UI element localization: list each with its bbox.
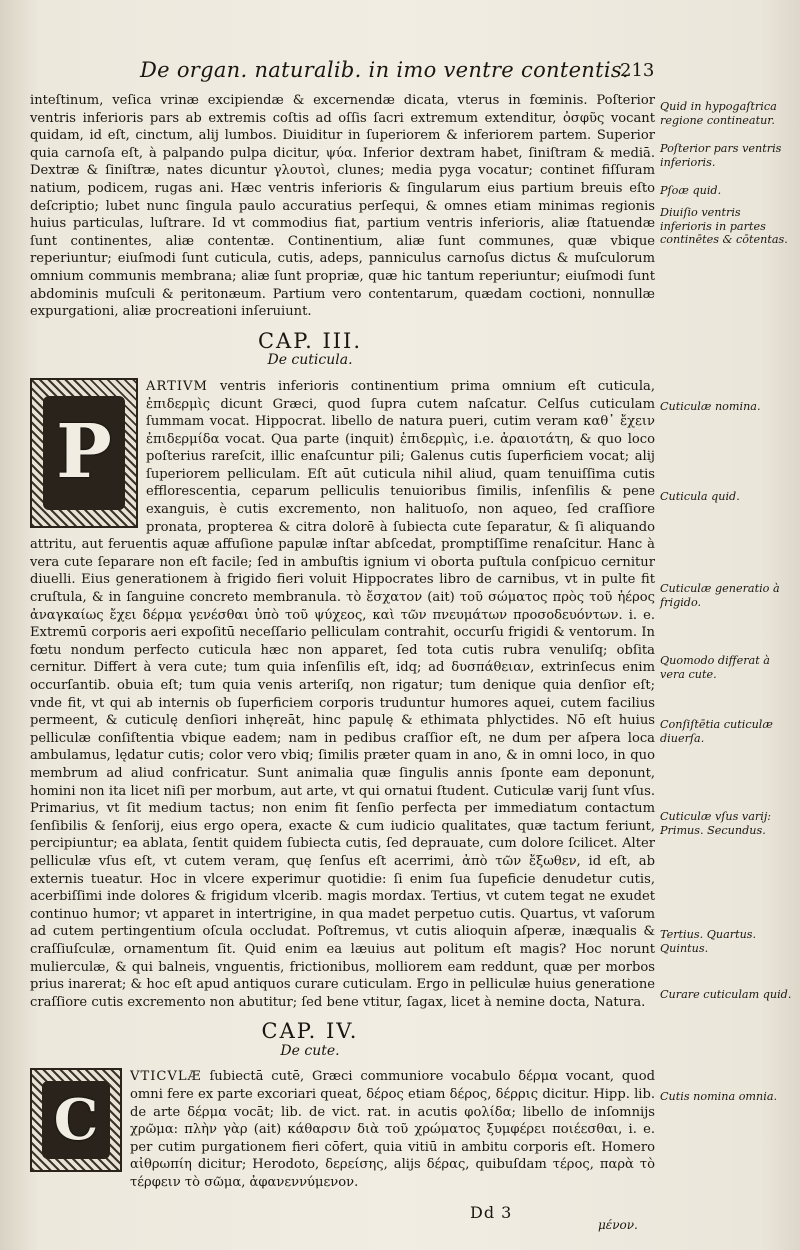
- running-head: De organ. naturalib. in imo ventre contentis.: [140, 58, 629, 82]
- chapter-4-paragraph: [30, 1068, 655, 1191]
- margin-note: Cuticula quid.: [660, 490, 740, 503]
- ornamental-drop-cap-c: C: [30, 1068, 122, 1172]
- margin-note: Diuiſio ventris inferioris in partes continētes & cōtentas.: [660, 206, 788, 247]
- margin-note: Tertius. Quartus. Quintus.: [660, 928, 757, 955]
- margin-note: Quomodo differat à vera cute.: [660, 654, 770, 681]
- margin-note: Cutis nomina omnia.: [660, 1090, 778, 1103]
- chapter-4-lead-caps: VTICVLÆ: [130, 1069, 202, 1085]
- margin-note: Conſiſtētia cuticulæ diuerſa.: [660, 718, 773, 745]
- chapter-3-lead-caps: ARTIVM: [146, 378, 208, 394]
- chapter-3-subtitle: De cuticula.: [267, 352, 353, 369]
- margin-note: Poſterior pars ventris inferioris.: [660, 142, 782, 169]
- chapter-4-title: CAP. IV.: [261, 1019, 359, 1044]
- page-number: 213: [620, 60, 655, 81]
- chapter-3-text: ventris inferioris continentium prima omnium eſt cuticula, ἐπιδερμὶς dicunt Græci, quod ſupra cutem naſcatur. Celſus cuticulam ſummam vocat. Hippocrat. libello de natura pueri, cutim veram καθ᾽ ἔχειν ἐπιδερμίδα vocat. Qua parte (inquit) ἐπιδερμὶς, i.e. ἀραιοτάτη, & quo loco poſterius rareſcit, illic enaſcuntur pili; Galenus cutis ſuperficiem vocat; alij ſuperiorem pelliculam. Eſt aūt cuticula nihil aliud, quam tenuiſſima cutis efflorescentia, ceparum pelliculis tenuioribus ſimilis, inſenſilis & pene exanguis, è cutis excremento, non halituoſo, non aqueo, ſed craſſiore pronata, propterea & citra dolorē à ſubiecta cute ſeparatur, & ſi aliquando attritu, aut feruentis aquæ affuſione papulæ inſtar abſcedat, promptiſſime renaſcitur. Hanc à vera cute ſeparare non eſt facile; ſed in ambuſtis ignium vi oborta puſtula conſpicuo cernitur diuelli. Eius generationem à frigido fieri voluit Hippocrates libro de carnibus, vt in pulte fit cruſtula, & in ſanguine concreto membranula. τὸ ἔσχατον (ait) τοῦ σώματος πρὸς τοῦ ἠέρος ἀναγκαίως ἔχει δέρμα γενέσθαι ὑπὸ τοῦ ψύχεος, καὶ τῶν πνευμάτων προσοδευόντων. i. e. Extremū corporis aeri expoſitū neceſſario pelliculam contrahit, occurſu frigidi & ventorum. In fœtu nondum perfecto cuticula hæc non apparet, ſed tota cutis rubra venuliſq; obſita cernitur. Differt à vera cute; tum quia inſenſilis eſt, idq; ad δυσπάθειαν, extrinſecus enim occurſantib. obuia eſt; tum quia venis arteriſq, non rigatur; tum denique quia denſior eſt; vnde fit, vt qui ab internis ob ſuperficiem corporis truduntur humores aquei, cutem facilius permeent, & cuticulę denſiori inhęreāt, hinc papulę & ethimata phlyctides. Nō eſt huius pelliculæ conſiſtentia vbique eadem; nam in pedibus craſſior eſt, ne dum per aſpera loca ambulamus, lędatur cutis; color vero vbiq; ſimilis præter quam in ano, & in omni loco, in quo membrum ad aliud confricatur. Sunt animalia quæ ſingulis annis ſponte eam deponunt, homini non ita licet niſi per morbum, aut arte, vt qui ornatui ſtudent. Cuticulæ varij ſunt vſus. Primarius, vt ſit medium tactus; non enim fit ſenſio perfecta per immediatum contactum ſenſibilis & ſenſorij, eius ergo opera, exacte & cum iudicio qualitates, quæ tactum feriunt, percipiuntur; ea ablata, ſentit quidem ſubiecta cutis, ſed deprauate, cum dolore ſcilicet. Alter pelliculæ vſus eſt, vt cutem veram, quę ſenſus eſt acerrimi, ἀπὸ τῶν ἔξωθεν, id eſt, ab externis tueatur. Hoc in vlcere experimur quotidie: ſi enim ſua ſupeficie denudetur cutis, acerbiſſimi inde dolores & frigidum vlcerib. magis mordax. Tertius, vt cutem tegat ne exudet continuo humor; vt apparet in intertrigine, in qua madet perpetuo cutis. Quartus, vt vaſorum ad cutem pertingentium oſcula occludat. Poſtremus, vt cutis alioquin aſperæ, inæqualis & craſſiuſculæ, ornamentum ſit. Quid enim ea læuius aut politum eſt magis? Hoc norunt mulierculæ, & qui balneis, vnguentis, frictionibus, molliorem eam reddunt, quæ per morbos prius inarerat; & hoc eſt apud antiquos curare cuticulam. Ergo in pelliculæ huius generatione craſſiore cutis excremento non abutitur; ſed bene vtitur, ſagax, licet à nemine docta, Natura.: [30, 378, 655, 1010]
- catchword: μένον.: [598, 1218, 638, 1232]
- signature-mark: Dd 3: [470, 1203, 513, 1222]
- intro-paragraph: inteſtinum, veſica vrinæ excipiendæ & excernendæ dicata, vterus in fœminis. Poſterior ventris inferioris pars ab extremis coſtis ad oſſis ſacri extremum extenditur, ὀσφῦς vocant quidam, id eſt, cinctum, alij lumbos. Diuiditur in ſuperiorem & inferiorem partem. Superior quia carnoſa eſt, à palpando pulpa dicitur, ψύα. Inferior dextram habet, ſiniſtram & mediā. Dextræ & ſiniſtræ, nates dicuntur γλουτοὶ, clunes; media pyga vocatur; continet fiſſuram natium, podicem, rugas ani. Hæc ventris inferioris & ſingularum eius partium breuis eſto deſcriptio; lubet nunc ſingula paulo accuratius perſequi, & omnes etiam minimas regionis huius particulas, luſtrare. Id vt commodius fiat, partium ventris inferioris, aliæ ſtatuendæ ſunt continentes, aliæ contentæ. Continentium, aliæ ſunt communes, quæ vbique reperiuntur; eiuſmodi ſunt cuticula, cutis, adeps, panniculus carnoſus dictus & muſculorum omnium communis membrana; aliæ ſunt propriæ, quæ hic tantum reperiuntur; eiuſmodi ſunt abdominis muſculi & peritonæum. Partium vero contentarum, quædam coctioni, nonnullæ expurgationi, aliæ procreationi inſeruiunt.: [30, 93, 655, 320]
- chapter-3-paragraph: [30, 378, 655, 1011]
- chapter-4-text: ſubiectā cutē, Græci communiore vocabulo δέρμα vocant, quod omni fere ex parte excoriari queat, δέρος etiam δέρος, δέρρις dicitur. Hipp. lib. de arte δέρμα vocāt; lib. de vict. rat. in acutis φολίδα; libello de inſomnijs χρῶμα: πλὴν γὰρ (ait) κάθαρσιν διὰ τοῦ χρώματος ξυμφέρει ποιέεσθαι, i. e. per cutim purgationem fieri cōfert, quia vitiū in ambitu corporis eſt. Homero αἰθρωπίη dicitur; Herodoto, δερείσης, alijs δέρας, quibuſdam τέρος, παρὰ τὸ τέρφειν τὸ σῶμα, ἀφανεννύμενον.: [130, 1069, 655, 1191]
- margin-note: Cuticulæ generatio à frigido.: [660, 582, 780, 609]
- margin-note: Pſoæ quid.: [660, 184, 722, 197]
- main-text-column: [30, 92, 655, 1192]
- margin-note: Cuticulæ nomina.: [660, 400, 761, 413]
- margin-note: Cuticulæ vſus varij: Primus. Secundus.: [660, 810, 772, 837]
- ornamental-drop-cap-p: P: [30, 378, 138, 528]
- margin-note: Curare cuticulam quid.: [660, 988, 792, 1001]
- chapter-4-subtitle: De cute.: [280, 1042, 340, 1059]
- chapter-3-title: CAP. III.: [257, 328, 363, 353]
- margin-note: Quid in hypogaſtrica regione contineatur.: [660, 100, 777, 127]
